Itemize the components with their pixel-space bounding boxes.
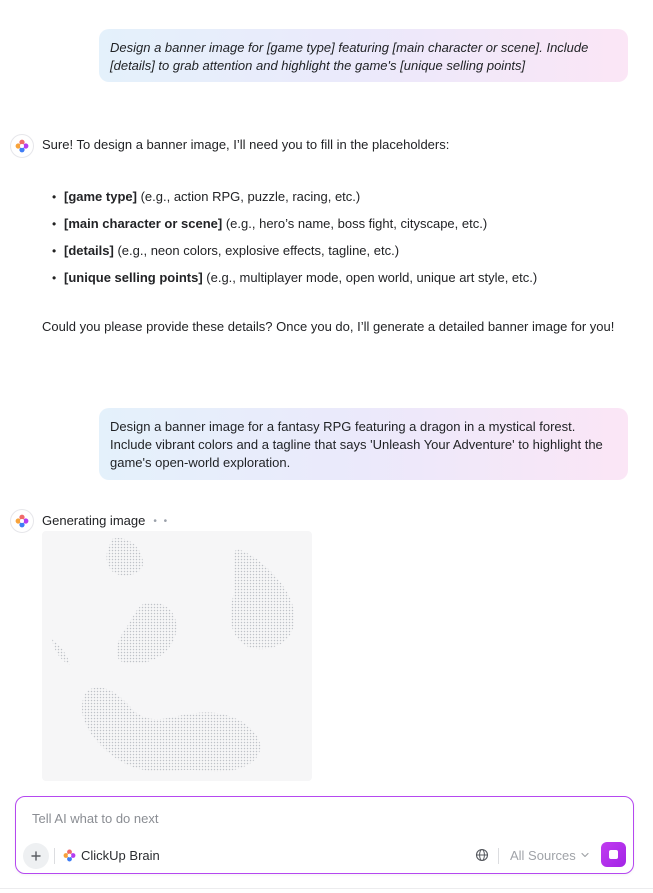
list-item-term: [details]	[64, 243, 114, 258]
prompt-composer	[15, 796, 634, 874]
generating-status	[42, 512, 169, 531]
globe-icon	[475, 848, 489, 862]
user-message-2	[99, 408, 628, 480]
model-selector-label: ClickUp Brain	[81, 847, 160, 863]
user-message-1-text: Design a banner image for [game type] featuring [main character or scene]. Include [details] to grab attention and highlight the game's [unique selling points]	[110, 40, 589, 73]
ai-message-1-intro: Sure! To design a banner image, I’ll need you to fill in the placeholders:	[42, 137, 450, 152]
list-item-term: [main character or scene]	[64, 216, 223, 231]
clickup-brain-icon	[15, 514, 29, 528]
generating-status-label: Generating image	[42, 513, 146, 528]
list-item-desc: (e.g., neon colors, explosive effects, tagline, etc.)	[113, 243, 400, 258]
loading-dots-icon: • •	[153, 515, 170, 527]
web-search-toggle[interactable]	[474, 847, 490, 863]
divider	[54, 848, 55, 864]
list-item-term: [unique selling points]	[64, 270, 203, 285]
list-item	[52, 188, 537, 215]
sources-dropdown-label: All Sources	[510, 847, 576, 863]
ai-avatar	[10, 509, 34, 533]
list-item	[52, 242, 537, 269]
prompt-input[interactable]	[32, 809, 612, 827]
plus-icon	[31, 851, 41, 861]
placeholder-list	[52, 188, 537, 296]
stop-generation-button[interactable]	[601, 842, 626, 867]
list-item	[52, 269, 537, 296]
user-message-2-text: Design a banner image for a fantasy RPG featuring a dragon in a mystical forest. Include vibrant colors and a tagline that says 'Unleash Your Adventure' to highlight the game's open-world exploration.	[110, 419, 603, 470]
add-attachment-button[interactable]	[23, 843, 49, 869]
user-message-1	[99, 29, 628, 82]
generating-image-placeholder	[42, 531, 312, 781]
clickup-brain-icon	[63, 849, 76, 862]
list-item	[52, 215, 537, 242]
clickup-brain-icon	[15, 139, 29, 153]
divider	[0, 888, 653, 889]
model-selector-button[interactable]	[63, 845, 160, 865]
sources-dropdown[interactable]	[510, 845, 590, 865]
chevron-down-icon	[580, 850, 590, 860]
ai-avatar	[10, 134, 34, 158]
divider	[498, 848, 499, 864]
list-item-desc: (e.g., action RPG, puzzle, racing, etc.)	[136, 189, 361, 204]
list-item-term: [game type]	[64, 189, 137, 204]
stop-icon	[609, 850, 618, 859]
image-loading-pattern	[42, 531, 312, 781]
list-item-desc: (e.g., multiplayer mode, open world, unique art style, etc.)	[202, 270, 538, 285]
ai-message-1-outro: Could you please provide these details? Once you do, I’ll generate a detailed banner image for you!	[42, 319, 615, 334]
list-item-desc: (e.g., hero’s name, boss fight, cityscape, etc.)	[222, 216, 488, 231]
